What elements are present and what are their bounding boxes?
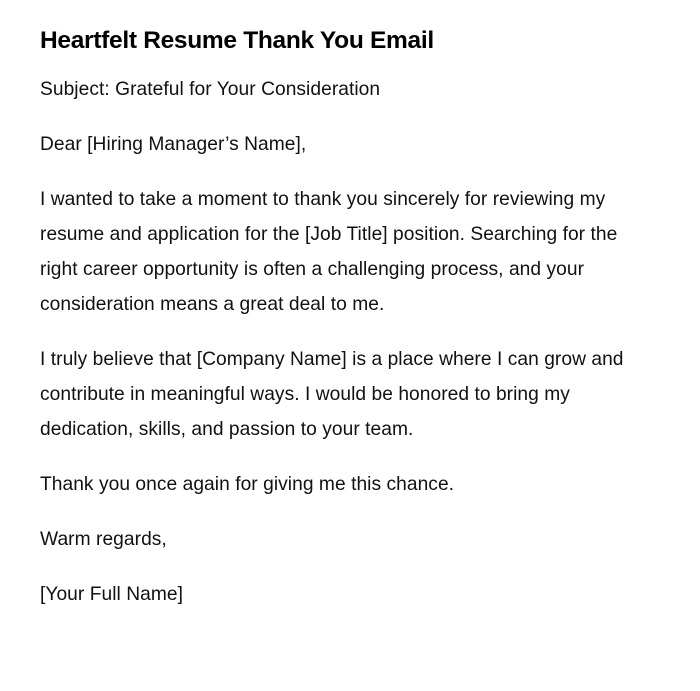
email-subject-line: Subject: Grateful for Your Consideration (40, 79, 381, 100)
email-closing: Warm regards, (40, 529, 167, 550)
email-body-paragraph-3: Thank you once again for giving me this chance. (40, 474, 455, 495)
document-title: Heartfelt Resume Thank You Email (40, 27, 434, 54)
email-body-paragraph-2: I truly believe that [Company Name] is a place where I can grow and contribute in meaningful ways. I would be honored to bring my dedication, skills, and passion to your team. (40, 349, 624, 440)
email-greeting: Dear [Hiring Manager’s Name], (40, 134, 307, 155)
email-body-paragraph-1: I wanted to take a moment to thank you sincerely for reviewing my resume and application for the [Job Title] position. Searching for the right career opportunity is often a challenging process, and your consideration means a great deal to me. (40, 189, 618, 315)
email-signature: [Your Full Name] (40, 584, 183, 605)
